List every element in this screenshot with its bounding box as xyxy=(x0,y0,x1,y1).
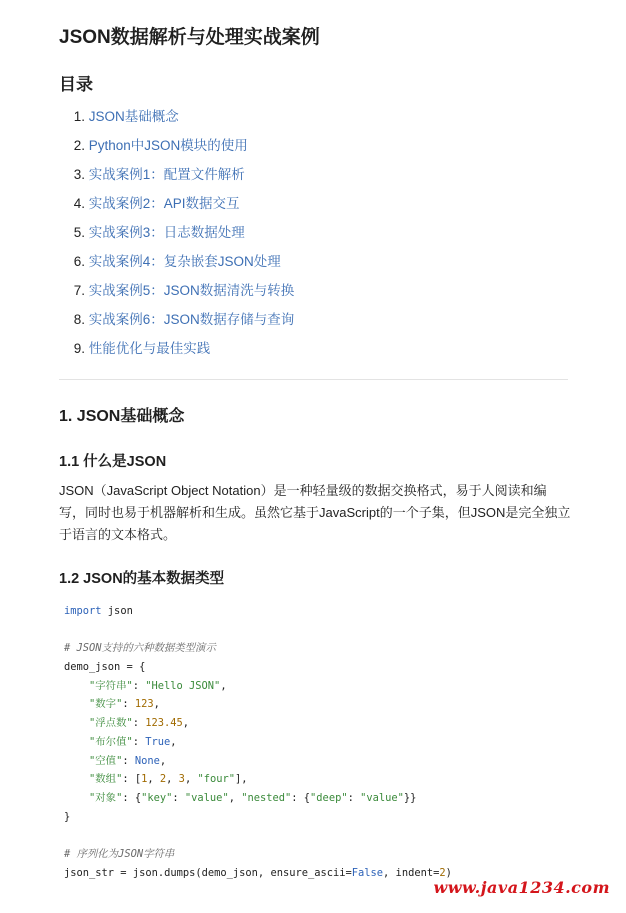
code-block xyxy=(59,602,571,882)
toc-link-case6[interactable]: 实战案例6：JSON数据存储与查询 xyxy=(88,312,295,327)
code-line: "字符串": "Hello JSON", xyxy=(89,679,227,692)
code-line: "浮点数": 123.45, xyxy=(89,717,190,730)
table-of-contents xyxy=(59,107,294,368)
code-line: } xyxy=(64,810,71,823)
subsection-heading-data-types: 1.2 JSON的基本数据类型 xyxy=(59,571,225,587)
toc-item: 8. 实战案例6：JSON数据存储与查询 xyxy=(73,312,295,327)
toc-link-case5[interactable]: 实战案例5：JSON数据清洗与转换 xyxy=(88,283,295,298)
json-definition-paragraph: JSON（JavaScript Object Notation）是一种轻量级的数据交换格式，易于人阅读和编写，同时也易于机器解析和生成。虽然它基于JavaScript的一个子集，但JSON是完全独立于语言的文本格式。 xyxy=(59,483,571,542)
site-watermark: www.java1234.com xyxy=(433,878,610,897)
code-line: demo_json = { xyxy=(64,661,146,674)
subsection-heading-what-is-json: 1.1 什么是JSON xyxy=(59,454,167,470)
toc-link-python-json-module[interactable]: Python中JSON模块的使用 xyxy=(88,138,248,153)
toc-item: 4. 实战案例2：API数据交互 xyxy=(73,196,240,211)
code-line: "数字": 123, xyxy=(89,698,160,711)
code-line: "对象": {"key": "value", "nested": {"deep": "value"}} xyxy=(89,791,417,804)
code-line: "布尔值": True, xyxy=(89,735,177,748)
section-heading-json-basics: 1. JSON基础概念 xyxy=(59,408,185,425)
code-line: "空值": None, xyxy=(89,754,167,767)
toc-item: 1. JSON基础概念 xyxy=(73,109,179,124)
toc-item: 9. 性能优化与最佳实践 xyxy=(73,341,211,356)
toc-heading: 目录 xyxy=(59,75,93,94)
toc-item: 6. 实战案例4：复杂嵌套JSON处理 xyxy=(73,254,281,269)
section-divider xyxy=(59,379,568,380)
toc-link-case1[interactable]: 实战案例1：配置文件解析 xyxy=(88,167,245,182)
toc-item: 2. Python中JSON模块的使用 xyxy=(73,138,248,153)
toc-link-performance[interactable]: 性能优化与最佳实践 xyxy=(88,341,211,356)
toc-item: 7. 实战案例5：JSON数据清洗与转换 xyxy=(73,283,295,298)
toc-link-case3[interactable]: 实战案例3：日志数据处理 xyxy=(88,225,245,240)
code-line: json_str = json.dumps(demo_json, ensure_ascii=False, indent=2) xyxy=(64,866,452,879)
code-line: # 序列化为JSON字符串 xyxy=(64,847,175,860)
code-line: import json xyxy=(64,605,133,617)
document-title: JSON数据解析与处理实战案例 xyxy=(59,27,320,48)
toc-link-case4[interactable]: 实战案例4：复杂嵌套JSON处理 xyxy=(88,254,281,269)
toc-item: 3. 实战案例1：配置文件解析 xyxy=(73,167,245,182)
toc-link-json-basics[interactable]: JSON基础概念 xyxy=(88,109,179,124)
toc-item: 5. 实战案例3：日志数据处理 xyxy=(73,225,245,240)
code-line: # JSON支持的六种数据类型演示 xyxy=(64,642,216,655)
code-line: "数组": [1, 2, 3, "four"], xyxy=(89,773,248,786)
toc-link-case2[interactable]: 实战案例2：API数据交互 xyxy=(88,196,240,211)
